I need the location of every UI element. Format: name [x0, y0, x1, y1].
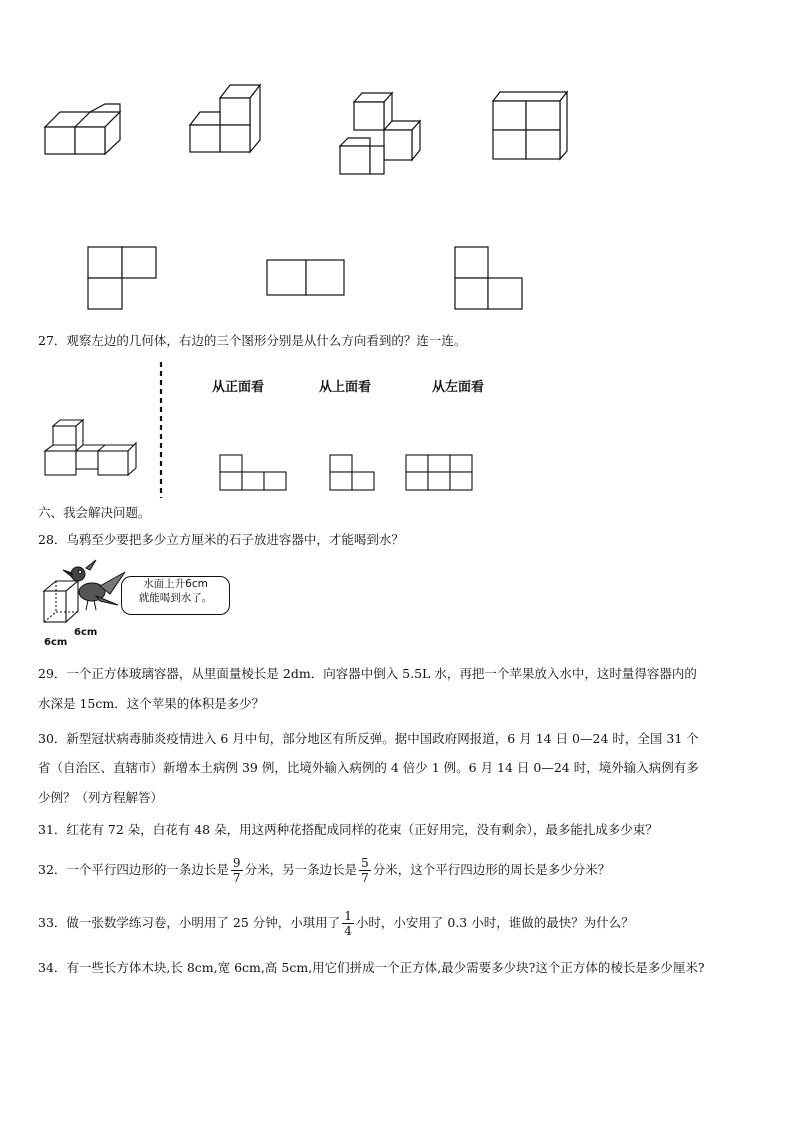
q32-frac2-denominator: 7 [361, 871, 369, 885]
q27-number: 27． [38, 333, 67, 348]
q33-text-post: 小时，小安用了 0.3 小时，谁做的最快？为什么？ [355, 915, 634, 930]
question-29-line-2: 水深是 15cm．这个苹果的体积是多少？ [38, 696, 265, 711]
view-label-top: 从上面看 [319, 380, 372, 395]
q33-number: 33． [38, 915, 67, 930]
q32-fraction-2 [359, 857, 371, 884]
q28-text: 乌鸦至少要把多少立方厘米的石子放进容器中，才能喝到水？ [66, 532, 404, 547]
q27-text: 观察左边的几何体，右边的三个图形分别是从什么方向看到的？连一连。 [66, 333, 467, 348]
q34-text: 有一些长方体木块,长 8cm,宽 6cm,高 5cm,用它们拼成一个正方体,最少需要多少块?这个正方体的棱长是多少厘米? [66, 960, 705, 975]
view-label-left: 从左面看 [432, 380, 485, 395]
question-30-line-1 [38, 731, 699, 746]
q34-number: 34． [38, 960, 67, 975]
question-28 [38, 532, 404, 547]
dim-width: 6cm [44, 637, 68, 648]
question-31 [38, 822, 658, 837]
view-label-front: 从正面看 [212, 380, 265, 395]
bubble-line-1: 水面上升6cm [143, 578, 208, 590]
q32-frac1-denominator: 7 [232, 871, 241, 885]
question-33 [38, 910, 634, 937]
q32-frac1-numerator: 9 [232, 856, 241, 870]
q29-text-1: 一个正方体玻璃容器，从里面量棱长是 2dm．向容器中倒入 5.5L 水，再把一个苹果放入水中，这时量得容器内的 [66, 666, 697, 681]
bubble-line-2: 就能喝到水了。 [138, 592, 213, 605]
q32-fraction-1 [231, 857, 243, 884]
question-34 [38, 960, 705, 975]
q33-frac-denominator: 4 [344, 924, 352, 938]
q28-number: 28． [38, 532, 67, 547]
q33-frac-numerator: 1 [344, 909, 352, 923]
q32-text-mid: 分米，另一条边长是 [244, 862, 358, 877]
question-30-line-3: 少例？（列方程解答） [38, 790, 164, 805]
speech-bubble [121, 576, 230, 615]
question-30-line-2: 省（自治区、直辖市）新增本土病例 39 例，比境外输入病例的 4 倍少 1 例。6 月 14 日 0—24 时，境外输入病例有多 [38, 760, 699, 775]
question-29-line-1 [38, 666, 697, 681]
q33-text-pre: 做一张数学练习卷，小明用了 25 分钟，小琪用了 [66, 915, 341, 930]
q32-number: 32． [38, 862, 67, 877]
q29-number: 29． [38, 666, 67, 681]
q32-text-pre: 一个平行四边形的一条边长是 [66, 862, 229, 877]
q30-number: 30． [38, 731, 67, 746]
q33-fraction [342, 910, 354, 937]
dim-depth: 6cm [74, 627, 98, 638]
q31-number: 31． [38, 822, 67, 837]
q32-frac2-numerator: 5 [361, 856, 369, 870]
question-27 [38, 333, 466, 348]
q30-text-1: 新型冠状病毒肺炎疫情进入 6 月中旬，部分地区有所反弹。据中国政府网报道，6 月 14 日 0—24 时，全国 31 个 [66, 731, 699, 746]
q31-text: 红花有 72 朵，白花有 48 朵，用这两种花搭配成同样的花束（正好用完，没有剩余），最多能扎成多少束？ [66, 822, 658, 837]
question-32 [38, 857, 610, 884]
section-heading: 六、我会解决问题。 [38, 505, 151, 520]
q32-text-post: 分米，这个平行四边形的周长是多少分米？ [372, 862, 611, 877]
